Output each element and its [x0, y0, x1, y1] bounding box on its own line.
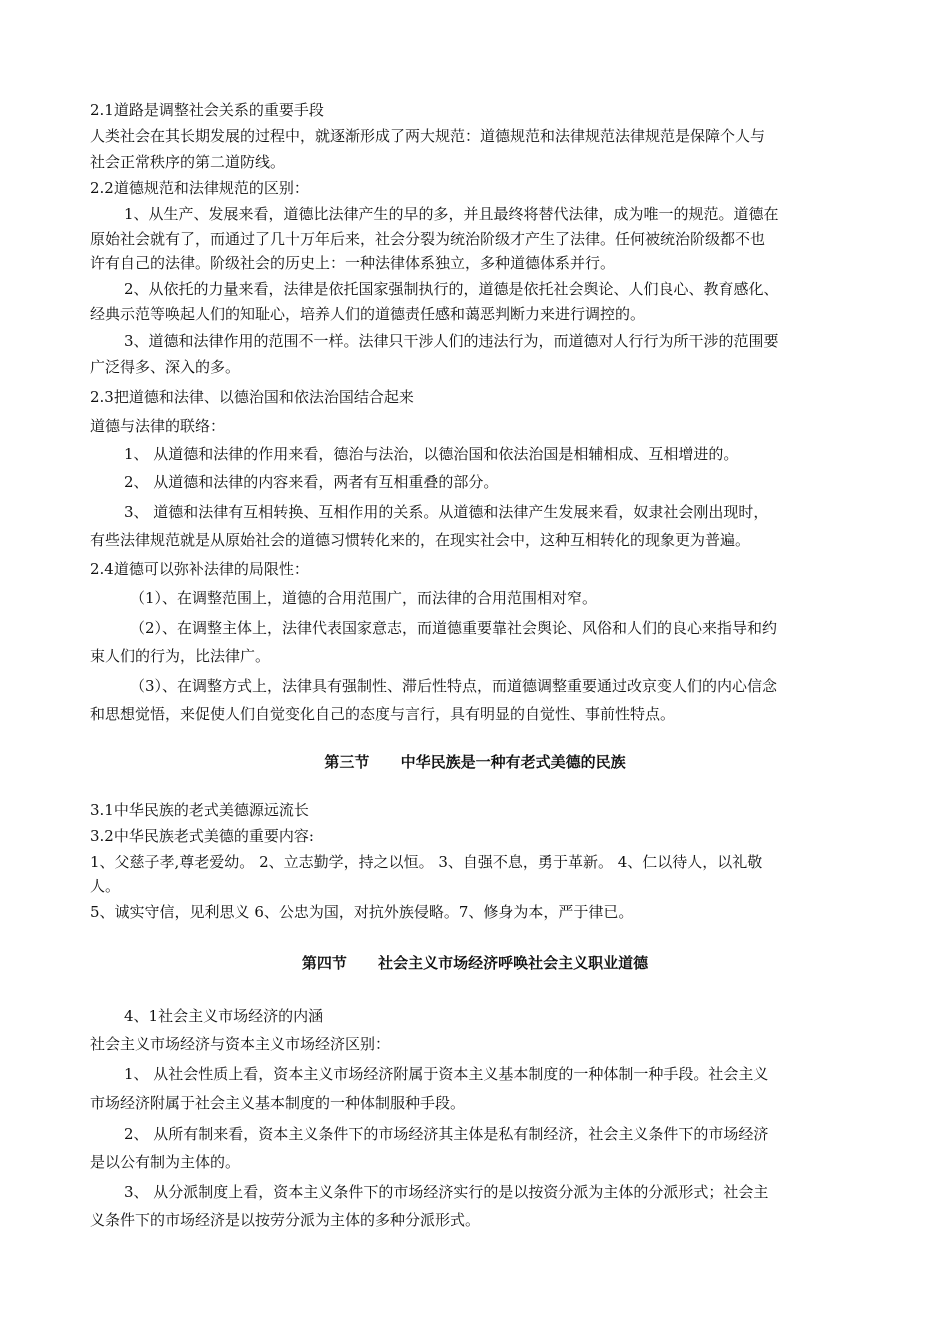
- list-item: 2、 从道德和法律的内容来看，两者有互相重叠的部分。: [124, 473, 499, 491]
- paragraph-line: 社会正常秩序的第二道防线。: [90, 153, 286, 171]
- subsection-heading: 3.1中华民族的老式美德源远流长: [90, 801, 309, 819]
- paragraph-line: 是以公有制为主体的。: [90, 1153, 241, 1171]
- paragraph-line: 原始社会就有了，而通过了几十万年后来，社会分裂为统治阶级才产生了法律。任何被统治阶级都不也: [90, 230, 766, 248]
- paragraph-line: 束人们的行为，比法律广。: [90, 647, 271, 665]
- paragraph-line: 和思想觉悟，来促使人们自觉变化自己的态度与言行，具有明显的自觉性、事前性特点。: [90, 705, 676, 723]
- subsection-heading: 2.1道路是调整社会关系的重要手段: [90, 101, 324, 119]
- paragraph-line: 3、道德和法律作用的范围不一样。法律只干涉人们的违法行为，而道德对人行行为所干涉的范围要: [124, 332, 779, 350]
- subsection-heading: 4、1社会主义市场经济的内涵: [124, 1007, 324, 1025]
- section-heading: 第三节 中华民族是一种有老式美德的民族: [324, 753, 626, 771]
- subsection-heading: 2.2道德规范和法律规范的区别：: [90, 179, 309, 197]
- section-heading: 第四节 社会主义市场经济呼唤社会主义职业道德: [301, 954, 649, 972]
- list-item: 2、 从所有制来看，资本主义条件下的市场经济其主体是私有制经济，社会主义条件下的市场经济: [124, 1125, 769, 1143]
- paragraph-line: 许有自己的法律。阶级社会的历史上：一种法律体系独立，多种道德体系并行。: [90, 254, 616, 272]
- paragraph-line: 社会主义市场经济与资本主义市场经济区别：: [90, 1035, 391, 1053]
- paragraph-line: 人。: [90, 877, 121, 895]
- paragraph-line: 经典示范等唤起人们的知耻心，培养人们的道德责任感和蔼恶判断力来进行调控的。: [90, 305, 646, 323]
- paragraph-line: 人类社会在其长期发展的过程中，就逐渐形成了两大规范：道德规范和法律规范法律规范是保障个人与: [90, 127, 766, 145]
- list-item: 1、 从社会性质上看，资本主义市场经济附属于资本主义基本制度的一种体制一种手段。社会主义: [124, 1065, 769, 1083]
- paragraph-line: 2、从依托的力量来看，法律是依托国家强制执行的，道德是依托社会舆论、人们良心、教育感化、: [124, 280, 779, 298]
- paragraph-line: 道德与法律的联络：: [90, 417, 226, 435]
- paragraph-line: 广泛得多、深入的多。: [90, 358, 241, 376]
- subsection-heading: 2.4道德可以弥补法律的局限性：: [90, 560, 309, 578]
- list-item: 3、 从分派制度上看，资本主义条件下的市场经济实行的是以按资分派为主体的分派形式；社会主: [124, 1183, 769, 1201]
- paragraph-line: 义条件下的市场经济是以按劳分派为主体的多种分派形式。: [90, 1211, 481, 1229]
- paragraph-line: 1、父慈子孝,尊老爱幼。 2、立志勤学，持之以恒。 3、自强不息，勇于革新。 4、仁以待人，以礼敬: [90, 853, 763, 871]
- paragraph-line: 有些法律规范就是从原始社会的道德习惯转化来的，在现实社会中，这种互相转化的现象更为普遍。: [90, 531, 751, 549]
- paragraph-line: 1、从生产、发展来看，道德比法律产生的早的多，并且最终将替代法律，成为唯一的规范。道德在: [124, 205, 779, 223]
- paragraph-line: 5、诚实守信，见利思义 6、公忠为国，对抗外族侵略。7、修身为本，严于律已。: [90, 903, 634, 921]
- subsection-heading: 2.3把道德和法律、以德治国和依法治国结合起来: [90, 388, 414, 406]
- list-item: （1）、在调整范围上，道德的合用范围广，而法律的合用范围相对窄。: [130, 589, 598, 607]
- list-item: 3、 道德和法律有互相转换、互相作用的关系。从道德和法律产生发展来看，奴隶社会刚出现时，: [124, 503, 769, 521]
- subsection-heading: 3.2中华民族老式美德的重要内容:: [90, 827, 314, 845]
- list-item: （2）、在调整主体上，法律代表国家意志，而道德重要靠社会舆论、风俗和人们的良心来指导和约: [130, 619, 778, 637]
- list-item: 1、 从道德和法律的作用来看，德治与法治，以德治国和依法治国是相辅相成、互相增进的。: [124, 445, 739, 463]
- list-item: （3）、在调整方式上，法律具有强制性、滞后性特点，而道德调整重要通过改京变人们的内心信念: [130, 677, 778, 695]
- paragraph-line: 市场经济附属于社会主义基本制度的一种体制服种手段。: [90, 1094, 466, 1112]
